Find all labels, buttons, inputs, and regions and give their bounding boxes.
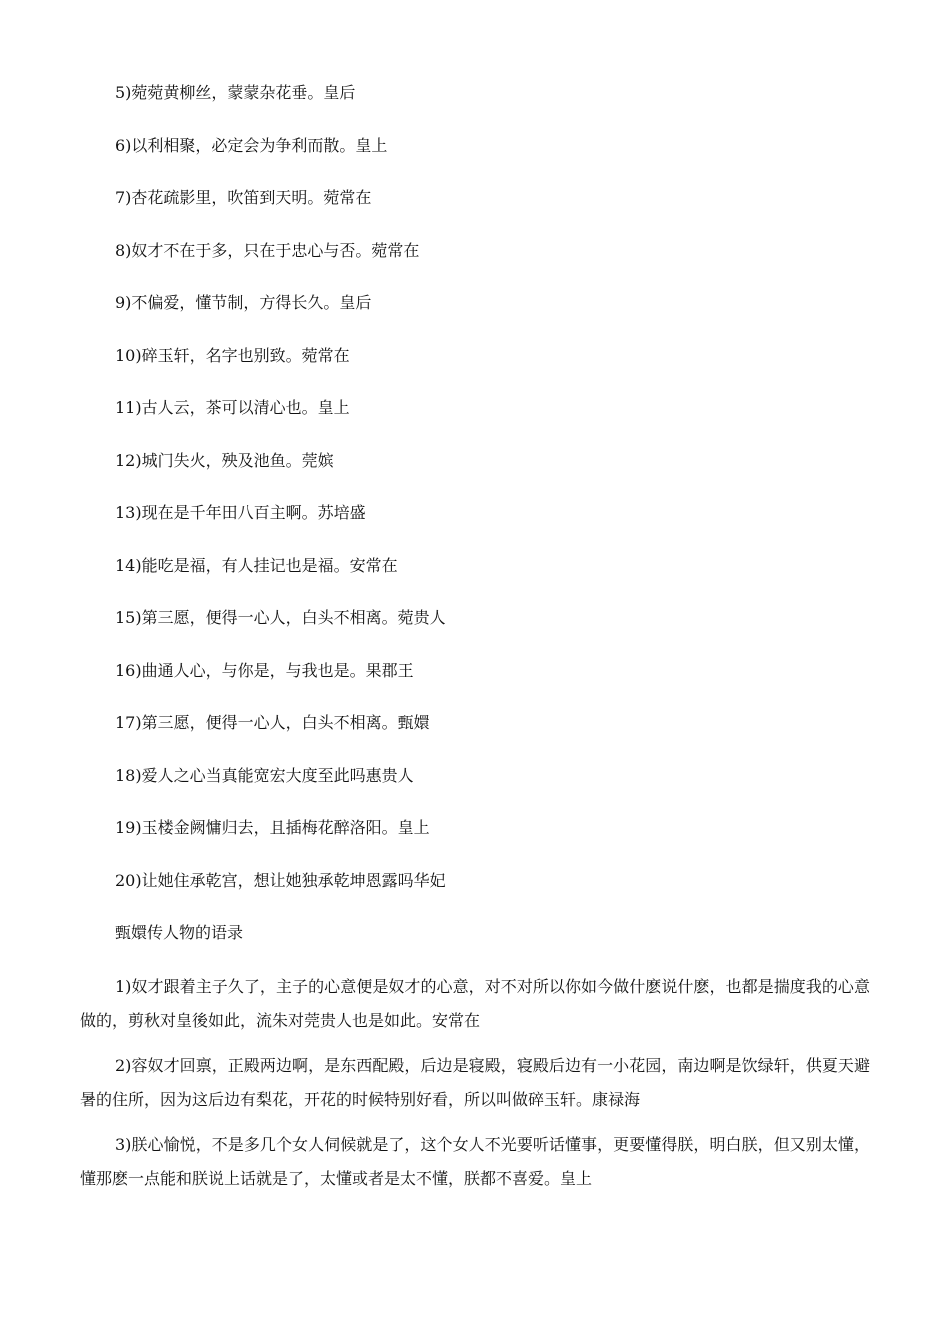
list-item: 14)能吃是福，有人挂记也是福。安常在 — [115, 555, 398, 575]
list-item: 13)现在是千年田八百主啊。苏培盛 — [115, 503, 366, 522]
list-item: 17)第三愿，便得一心人，白头不相离。甄嬛 — [115, 713, 430, 732]
section-heading: 甄嬛传人物的语录 — [115, 923, 244, 942]
list-item: 9)不偏爱，懂节制，方得长久。皇后 — [115, 293, 372, 312]
list-item: 20)让她住承乾宫，想让她独承乾坤恩露吗华妃 — [115, 870, 446, 890]
list-item: 8)奴才不在于多，只在于忠心与否。菀常在 — [115, 240, 420, 260]
list-item: 6)以利相聚，必定会为争利而散。皇上 — [115, 135, 388, 155]
list-item: 5)菀菀黄柳丝，蒙蒙杂花垂。皇后 — [115, 83, 356, 102]
paragraph: 1)奴才跟着主子久了，主子的心意便是奴才的心意，对不对所以你如今做什麽说什麽，也都是揣度我的心意做的，剪秋对皇後如此，流朱对莞贵人也是如此。安常在 — [80, 977, 870, 1030]
list-item: 11)古人云，茶可以清心也。皇上 — [115, 398, 350, 417]
list-item: 18)爱人之心当真能宽宏大度至此吗惠贵人 — [115, 765, 414, 785]
list-item: 12)城门失火，殃及池鱼。莞嫔 — [115, 450, 334, 470]
list-item: 15)第三愿，便得一心人，白头不相离。菀贵人 — [115, 608, 446, 627]
list-item: 7)杏花疏影里，吹笛到天明。菀常在 — [115, 188, 372, 207]
list-item: 19)玉楼金阙慵归去，且插梅花醉洛阳。皇上 — [115, 818, 430, 837]
quote-list-long — [80, 970, 870, 1207]
paragraph: 2)容奴才回禀，正殿两边啊，是东西配殿，后边是寝殿，寝殿后边有一小花园，南边啊是饮绿轩，供夏天避暑的住所，因为这后边有梨花，开花的时候特别好看，所以叫做碎玉轩。康禄海 — [80, 1056, 870, 1109]
list-item: 16)曲通人心，与你是，与我也是。果郡王 — [115, 660, 414, 680]
paragraph: 3)朕心愉悦，不是多几个女人伺候就是了，这个女人不光要听话懂事，更要懂得朕，明白朕，但又别太懂，懂那麽一点能和朕说上话就是了，太懂或者是太不懂，朕都不喜爱。皇上 — [80, 1135, 870, 1188]
quote-list-short — [115, 80, 875, 920]
list-item: 10)碎玉轩，名字也别致。菀常在 — [115, 345, 350, 365]
